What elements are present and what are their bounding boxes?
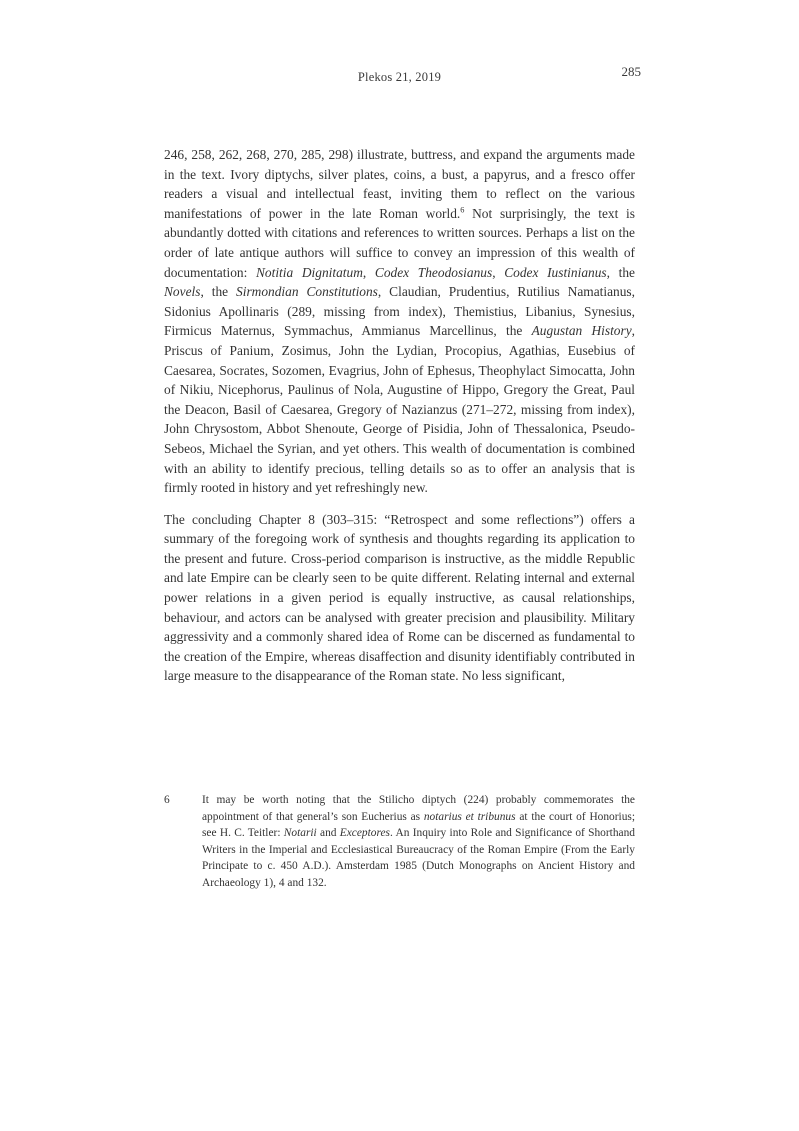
text-segment: , the bbox=[606, 264, 636, 280]
text-segment: Notarii bbox=[283, 827, 317, 840]
text-segment: notarius et tribunus bbox=[423, 810, 516, 823]
journal-title: Plekos 21, 2019 bbox=[357, 70, 442, 84]
text-segment: It may be worth noting that the Stilicho diptych (224) probably commemorates the appointment of that general’s son Eucherius as bbox=[202, 794, 635, 823]
paragraph bbox=[164, 145, 635, 498]
text-segment: , bbox=[492, 264, 505, 280]
paragraph bbox=[164, 510, 635, 686]
footnote-number: 6 bbox=[164, 794, 170, 806]
text-segment: 246, 258, 262, 268, 270, 285, 298) illustrate, buttress, and expand the arguments made in the text. Ivory diptychs, silver plates, coins, a bust, a papyrus, and a fresco offer readers a visual and intellectual feast, inviting them to reflect on the various manifestations of power in the late Roman world. bbox=[164, 147, 635, 221]
text-segment: , Claudian, Prudentius, Rutilius Namatianus, Sidonius Apollinaris (289, missing from index), Themistius, Libanius, Synesius, Firmicus Maternus, Symmachus, Ammianus Marcellinus, the bbox=[164, 284, 635, 339]
text-segment: Novels bbox=[164, 284, 201, 300]
text-segment: , the bbox=[200, 284, 237, 300]
footnote bbox=[164, 792, 635, 892]
text-segment: Codex Iustinianus bbox=[504, 264, 607, 280]
text-segment: , Priscus of Panium, Zosimus, John the Lydian, Procopius, Agathias, Eusebius of Caesarea, Socrates, Sozomen, Evagrius, John of Ephesus, Theophylact Simocatta, John of Nikiu, Nicephorus, Paulinus of Nola, Augustine of Hippo, Gregory the Great, Paul the Deacon, Basil of Caesarea, Gregory of Nazianzus (271–272, missing from index), John Chrysostom, Abbot Shenoute, George of Pisidia, John of Thessalonica, Pseudo-Sebeos, Michael the Syrian, and yet others. This wealth of documentation is combined with an ability to identify precious, telling details so as to offer an analysis that is firmly rooted in history and yet refreshingly new. bbox=[164, 323, 636, 496]
text-segment: Exceptores bbox=[339, 827, 390, 840]
page-number: 285 bbox=[621, 64, 641, 79]
text-segment: . An Inquiry into Role and Significance of Shorthand Writers in the Imperial and Ecclesiastical Bureaucracy of the Roman Empire (From the Early Principate to c. 450 A.D.). Amsterdam 1985 (Dutch Monographs on Ancient History and Archaeology 1), 4 and 132. bbox=[202, 827, 635, 889]
text-segment: The concluding Chapter 8 (303–315: “Retrospect and some reflections”) offers a summary of the foregoing work of synthesis and thoughts regarding its application to the present and future. Cross-period comparison is instructive, as the middle Republic and late Empire can be clearly seen to be quite different. Relating internal and external power relations in a given period is equally instructive, as causal relationships, behaviour, and actors can be analysed with greater precision and plausibility. Military aggressivity and a commonly shared idea of Rome can be discerned as fundamental to the creation of the Empire, whereas disaffection and disunity identifiably contributed in large measure to the disappearance of the Roman state. No less significant, bbox=[164, 511, 635, 684]
text-segment: at the court of Honorius; see H. C. Teitler: bbox=[202, 810, 636, 840]
text-segment: Codex Theodosianus bbox=[374, 264, 493, 280]
page-body bbox=[164, 145, 635, 686]
text-segment: , bbox=[362, 264, 375, 280]
text-segment: Notitia Dignitatum bbox=[255, 264, 363, 280]
footnote-text bbox=[202, 792, 635, 892]
text-segment: Sirmondian Constitutions bbox=[236, 284, 378, 300]
footnote-ref: 6 bbox=[460, 205, 465, 215]
text-segment: and bbox=[316, 827, 340, 840]
text-segment: Augustan History bbox=[531, 323, 632, 339]
paragraphs-container bbox=[164, 145, 635, 686]
text-segment: Not surprisingly, the text is abundantly dotted with citations and references to written sources. Perhaps a list on the order of late antique authors will suffice to convey an impression of this wealth of documentation: bbox=[164, 205, 635, 280]
